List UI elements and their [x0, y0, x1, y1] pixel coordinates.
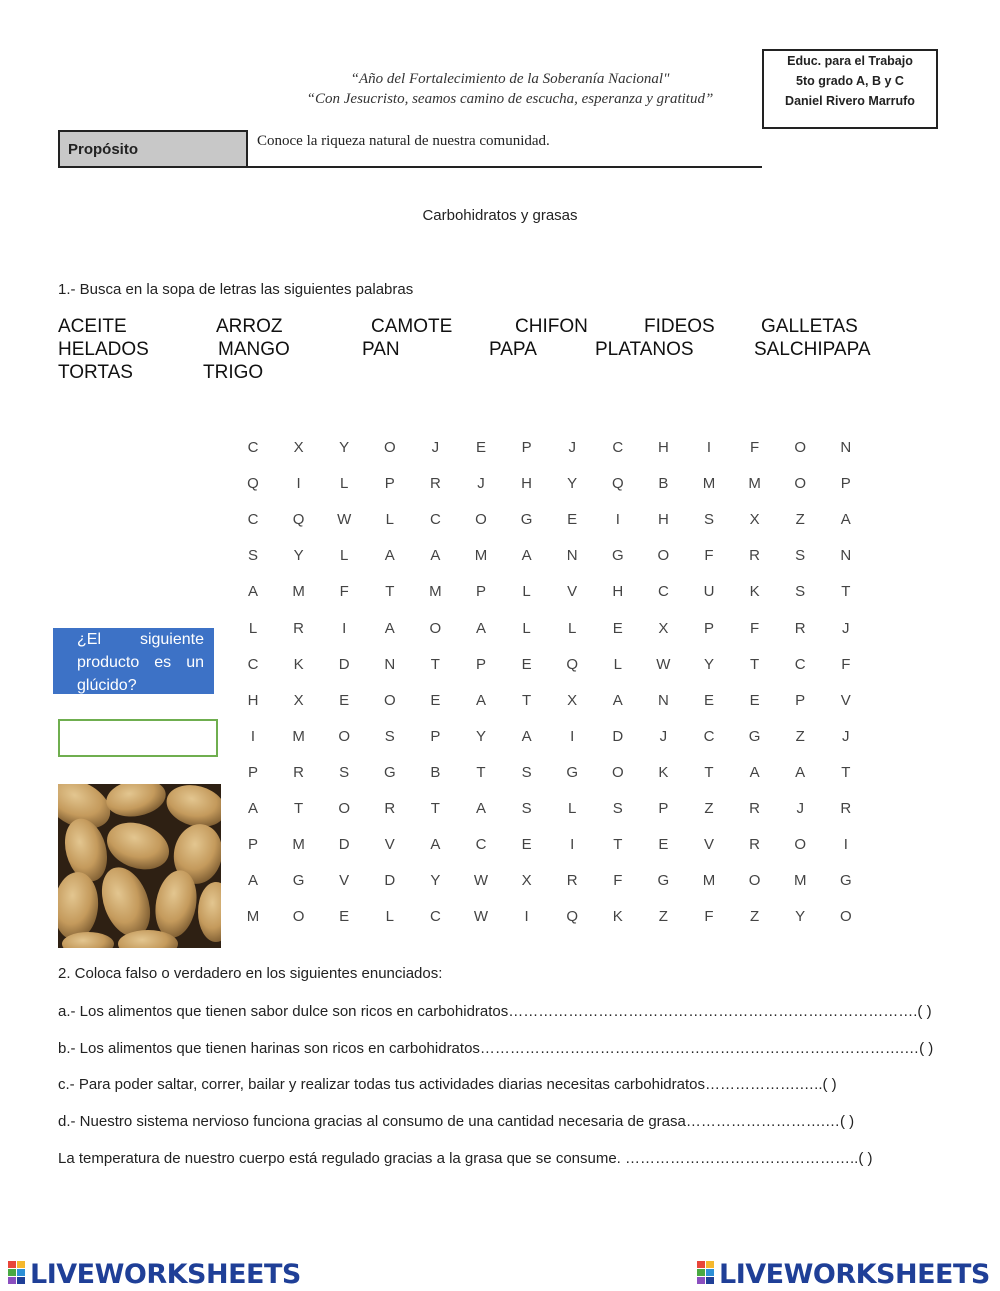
grid-letter[interactable]: G — [611, 547, 624, 565]
grid-letter[interactable]: O — [338, 800, 351, 817]
grid-letter[interactable]: A — [749, 763, 760, 781]
grid-letter[interactable]: X — [567, 691, 578, 709]
word-item: PLATANOS — [595, 339, 694, 360]
grid-letter[interactable]: E — [703, 691, 714, 709]
grid-letter[interactable]: O — [794, 439, 807, 456]
grid-letter[interactable]: M — [429, 583, 442, 601]
grid-letter[interactable]: F — [704, 547, 714, 565]
grid-letter[interactable]: O — [429, 619, 442, 637]
grid-letter[interactable]: H — [521, 475, 533, 493]
grid-letter[interactable]: M — [292, 727, 305, 745]
grid-letter[interactable]: Y — [293, 547, 304, 565]
word-item: TRIGO — [203, 362, 264, 383]
grid-letter[interactable]: B — [430, 763, 441, 781]
grid-letter[interactable]: S — [384, 727, 395, 745]
grid-letter[interactable]: P — [840, 475, 851, 493]
grid-letter[interactable]: S — [521, 763, 532, 781]
grid-letter[interactable]: C — [247, 439, 259, 456]
grid-letter[interactable]: L — [385, 908, 394, 926]
grid-letter[interactable]: K — [612, 908, 623, 926]
grid-letter[interactable]: A — [384, 619, 395, 637]
grid-letter[interactable]: S — [703, 511, 714, 529]
grid-letter[interactable]: O — [794, 475, 807, 493]
grid-letter[interactable]: X — [293, 439, 304, 456]
grid-letter[interactable]: C — [657, 583, 669, 601]
grid-letter[interactable]: F — [750, 439, 760, 456]
grid-letter[interactable]: P — [430, 727, 441, 745]
grid-letter[interactable]: T — [522, 691, 532, 709]
grid-letter[interactable]: J — [568, 439, 576, 456]
question-2-prompt: 2. Coloca falso o verdadero en los siguientes enunciados: — [58, 965, 443, 982]
grid-letter[interactable]: D — [612, 727, 624, 745]
word-item: HELADOS — [58, 339, 149, 360]
grid-letter[interactable]: L — [248, 619, 258, 637]
grid-letter[interactable]: F — [339, 583, 349, 601]
grid-letter[interactable]: L — [522, 583, 531, 601]
grid-letter[interactable]: G — [657, 872, 670, 890]
grid-letter[interactable]: E — [567, 511, 578, 529]
grid-letter[interactable]: F — [750, 619, 760, 637]
grid-letter[interactable]: P — [247, 836, 258, 854]
grid-letter[interactable]: A — [430, 836, 441, 854]
word-item: CHIFON — [515, 316, 588, 337]
grid-letter[interactable]: C — [429, 511, 441, 529]
grid-letter[interactable]: I — [296, 475, 301, 493]
grid-letter[interactable]: T — [750, 655, 760, 673]
grid-letter[interactable]: B — [658, 475, 669, 493]
grid-letter[interactable]: F — [704, 908, 714, 926]
grid-letter[interactable]: Q — [611, 475, 624, 493]
grid-letter[interactable]: I — [706, 439, 712, 456]
grid-letter[interactable]: H — [612, 583, 624, 601]
grid-letter[interactable]: I — [250, 727, 256, 745]
grid-letter[interactable]: S — [795, 583, 806, 601]
grid-letter[interactable]: N — [566, 547, 578, 565]
grid-letter[interactable]: A — [475, 800, 486, 817]
grid-letter[interactable]: E — [339, 908, 350, 926]
grid-letter[interactable]: P — [384, 475, 395, 493]
grid-letter[interactable]: E — [475, 439, 486, 456]
grid-letter[interactable]: E — [521, 836, 532, 854]
grid-letter[interactable]: H — [247, 691, 259, 709]
question-1-prompt: 1.- Busca en la sopa de letras las siguientes palabras — [58, 281, 414, 298]
grid-letter[interactable]: O — [611, 763, 624, 781]
grid-letter[interactable]: A — [475, 691, 486, 709]
grid-letter[interactable]: R — [293, 619, 305, 637]
grid-letter[interactable]: T — [841, 583, 851, 601]
grid-letter[interactable]: E — [749, 691, 760, 709]
statement-c[interactable]: c.- Para poder saltar, correr, bailar y realizar todas tus actividades diarias necesitas carbohidratos……………….…..( ) — [58, 1076, 837, 1093]
grid-letter[interactable]: X — [293, 691, 304, 709]
grid-letter[interactable]: E — [612, 619, 623, 637]
statement-e[interactable]: La temperatura de nuestro cuerpo está regulado gracias a la grasa que se consume. ………………………………………..( ) — [58, 1150, 873, 1167]
grid-letter[interactable]: T — [430, 655, 440, 673]
potatoes-image — [58, 784, 221, 948]
grid-letter[interactable]: T — [385, 583, 395, 601]
side-answer-input[interactable] — [58, 719, 218, 757]
statement-a[interactable]: a.- Los alimentos que tienen sabor dulce son ricos en carbohidratos……………………………………………………………………….( ) — [58, 1003, 932, 1020]
grid-letter[interactable]: L — [568, 619, 577, 637]
grid-letter[interactable]: T — [704, 763, 714, 781]
grid-letter[interactable]: P — [795, 691, 806, 709]
grid-letter[interactable]: P — [658, 800, 669, 817]
grid-letter[interactable]: O — [292, 908, 305, 926]
grid-letter[interactable]: H — [657, 511, 669, 529]
grid-letter[interactable]: L — [340, 547, 349, 565]
grid-letter[interactable]: C — [612, 439, 624, 456]
grid-letter[interactable]: L — [385, 511, 394, 529]
grid-letter[interactable]: Z — [704, 800, 714, 817]
grid-letter[interactable]: I — [570, 727, 575, 745]
grid-letter[interactable]: C — [429, 908, 441, 926]
grid-letter[interactable]: M — [292, 583, 305, 601]
grid-letter[interactable]: G — [839, 872, 852, 890]
grid-letter[interactable]: Z — [795, 511, 805, 529]
grid-letter[interactable]: R — [293, 763, 305, 781]
word-item: GALLETAS — [761, 316, 858, 337]
grid-letter[interactable]: N — [384, 655, 396, 673]
grid-letter[interactable]: E — [521, 655, 532, 673]
grid-letter[interactable]: X — [749, 511, 760, 529]
word-item: FIDEOS — [644, 316, 715, 337]
grid-letter[interactable]: O — [794, 836, 807, 854]
grid-letter[interactable]: R — [749, 547, 761, 565]
grid-letter[interactable]: J — [659, 727, 668, 745]
grid-letter[interactable]: I — [615, 511, 620, 529]
grid-letter[interactable]: M — [793, 872, 807, 890]
word-item: ARROZ — [216, 316, 283, 337]
grid-letter[interactable]: R — [749, 800, 761, 817]
liveworksheets-logo-right — [697, 1259, 990, 1290]
grid-letter[interactable]: P — [703, 619, 714, 637]
grid-letter[interactable]: A — [521, 547, 532, 565]
grid-letter[interactable]: E — [658, 836, 669, 854]
motto-line-2: “Con Jesucristo, seamos camino de escucha, esperanza y gratitud” — [306, 91, 714, 107]
grid-letter[interactable]: O — [383, 691, 396, 709]
grid-letter[interactable]: W — [337, 511, 352, 529]
word-item: ACEITE — [58, 316, 127, 337]
grid-letter[interactable]: P — [475, 583, 486, 601]
purpose-underline — [248, 166, 762, 168]
grid-letter[interactable]: J — [477, 475, 485, 493]
grid-letter[interactable]: E — [430, 691, 441, 709]
grid-letter[interactable]: A — [612, 691, 623, 709]
grid-letter[interactable]: Y — [795, 908, 806, 926]
grid-letter[interactable]: C — [794, 655, 806, 673]
grid-letter[interactable]: A — [247, 872, 258, 890]
grid-letter[interactable]: J — [842, 727, 850, 745]
grid-letter[interactable]: J — [796, 800, 804, 817]
grid-letter[interactable]: M — [474, 547, 488, 565]
grid-letter[interactable]: I — [342, 619, 347, 637]
grid-letter[interactable]: Y — [339, 439, 350, 456]
grid-letter[interactable]: C — [247, 655, 259, 673]
grid-letter[interactable]: N — [840, 547, 852, 565]
grid-letter[interactable]: R — [749, 836, 761, 854]
grid-letter[interactable]: V — [840, 691, 851, 709]
grid-letter[interactable]: W — [656, 655, 671, 673]
grid-letter[interactable]: I — [524, 908, 529, 926]
grid-letter[interactable]: P — [475, 655, 486, 673]
grid-letter[interactable]: Q — [292, 511, 305, 529]
teacher-name: Daniel Rivero Marrufo — [785, 94, 915, 108]
course-name: Educ. para el Trabajo — [787, 54, 913, 68]
grid-letter[interactable]: I — [570, 836, 575, 854]
grid-letter[interactable]: E — [339, 691, 350, 709]
grid-letter[interactable]: O — [383, 439, 396, 456]
grid-letter[interactable]: D — [338, 836, 350, 854]
grid-letter[interactable]: D — [384, 872, 396, 890]
side-question-box: ¿El siguiente producto es un glúcido? — [53, 628, 214, 694]
grid-letter[interactable]: R — [384, 800, 396, 817]
grid-letter[interactable]: Y — [567, 475, 578, 493]
grid-letter[interactable]: Q — [566, 908, 579, 926]
word-item: SALCHIPAPA — [754, 339, 871, 360]
grid-letter[interactable]: Q — [247, 475, 259, 493]
purpose-text: Conoce la riqueza natural de nuestra comunidad. — [257, 133, 550, 149]
grid-letter[interactable]: C — [475, 836, 487, 854]
grid-letter[interactable]: T — [841, 763, 851, 781]
grid-letter[interactable]: T — [294, 800, 304, 817]
grid-letter[interactable]: L — [568, 800, 577, 817]
grid-letter[interactable]: C — [703, 727, 715, 745]
purpose-label: Propósito — [58, 130, 248, 168]
grid-letter[interactable]: S — [247, 547, 258, 565]
grid-letter[interactable]: X — [521, 872, 532, 890]
grid-letter[interactable]: A — [247, 800, 258, 817]
statement-d[interactable]: d.- Nuestro sistema nervioso funciona gracias al consumo de una cantidad necesaria de grasa……………………….…( ) — [58, 1113, 855, 1130]
liveworksheets-logo-left — [8, 1259, 301, 1290]
grid-letter[interactable]: G — [383, 763, 396, 781]
grid-letter[interactable]: H — [657, 439, 669, 456]
grid-letter[interactable]: O — [657, 547, 670, 565]
grid-letter[interactable]: J — [431, 439, 440, 456]
grid-letter[interactable]: A — [840, 511, 851, 529]
grid-letter[interactable]: V — [567, 583, 578, 601]
grid-letter[interactable]: A — [430, 547, 441, 565]
grid-letter[interactable]: C — [247, 511, 259, 529]
grid-letter[interactable]: J — [842, 619, 850, 637]
grid-letter[interactable]: N — [840, 439, 852, 456]
grid-letter[interactable]: G — [292, 872, 305, 890]
grid-letter[interactable]: Q — [566, 655, 579, 673]
logo-text: LIVEWORKSHEETS — [30, 1259, 301, 1290]
grid-letter[interactable]: S — [521, 800, 532, 817]
grid-letter[interactable]: R — [429, 475, 441, 493]
grid-letter[interactable]: R — [840, 800, 852, 817]
grid-letter[interactable]: V — [339, 872, 350, 890]
grid-letter[interactable]: V — [703, 836, 714, 854]
grid-letter[interactable]: G — [748, 727, 761, 745]
grid-letter[interactable]: M — [246, 908, 260, 926]
word-item: TORTAS — [58, 362, 133, 383]
grid-letter[interactable]: M — [702, 872, 716, 890]
grid-letter[interactable]: K — [293, 655, 304, 673]
grid-letter[interactable]: S — [795, 547, 806, 565]
grid-letter[interactable]: G — [566, 763, 579, 781]
grid-letter[interactable]: P — [521, 439, 532, 456]
grid-letter[interactable]: Y — [430, 872, 441, 890]
grid-letter[interactable]: L — [340, 475, 349, 493]
grid-letter[interactable]: A — [521, 727, 532, 745]
grid-letter[interactable]: Z — [795, 727, 805, 745]
grid-letter[interactable]: D — [338, 655, 350, 673]
grid-letter[interactable]: Z — [658, 908, 668, 926]
motto-line-1: “Año del Fortalecimiento de la Soberanía Nacional" — [350, 71, 670, 87]
logo-text: LIVEWORKSHEETS — [719, 1259, 990, 1290]
grid-letter[interactable]: O — [839, 908, 852, 926]
grid-letter[interactable]: P — [247, 763, 258, 781]
grade-label: 5to grado A, B y C — [796, 74, 904, 88]
word-item: MANGO — [218, 339, 290, 360]
grid-letter[interactable]: Z — [750, 908, 760, 926]
grid-letter[interactable]: I — [843, 836, 848, 854]
grid-letter[interactable]: R — [566, 872, 578, 890]
liveworksheets-mark-icon — [697, 1261, 715, 1285]
word-item: CAMOTE — [371, 316, 453, 337]
grid-letter[interactable]: K — [658, 763, 669, 781]
grid-letter[interactable]: L — [613, 655, 622, 673]
grid-letter[interactable]: R — [794, 619, 806, 637]
statement-b[interactable]: b.- Los alimentos que tienen harinas son ricos en carbohidratos………………………………………………………………………….…( ) — [58, 1040, 934, 1057]
grid-letter[interactable]: G — [520, 511, 533, 529]
grid-letter[interactable]: T — [613, 836, 623, 854]
grid-letter[interactable]: M — [292, 836, 305, 854]
grid-letter[interactable]: W — [473, 908, 489, 926]
grid-letter[interactable]: X — [658, 619, 669, 637]
grid-letter[interactable]: N — [657, 691, 669, 709]
grid-letter[interactable]: O — [338, 727, 351, 745]
grid-letter[interactable]: Y — [703, 655, 714, 673]
grid-letter[interactable]: V — [384, 836, 395, 854]
grid-letter[interactable]: U — [703, 583, 715, 601]
grid-letter[interactable]: M — [702, 475, 716, 493]
grid-letter[interactable]: L — [522, 619, 531, 637]
grid-letter[interactable]: M — [748, 475, 761, 493]
grid-letter[interactable]: T — [430, 800, 440, 817]
grid-letter[interactable]: O — [475, 511, 487, 529]
grid-letter[interactable]: A — [475, 619, 486, 637]
grid-letter[interactable]: O — [748, 872, 761, 890]
grid-letter[interactable]: A — [247, 583, 258, 601]
grid-letter[interactable]: F — [613, 872, 623, 890]
grid-letter[interactable]: W — [473, 872, 489, 890]
word-item: PAPA — [489, 339, 537, 360]
grid-letter[interactable]: A — [384, 547, 395, 565]
grid-letter[interactable]: S — [339, 763, 350, 781]
grid-letter[interactable]: T — [476, 763, 486, 781]
school-info-box — [762, 49, 938, 129]
grid-letter[interactable]: A — [795, 763, 806, 781]
grid-letter[interactable]: F — [841, 655, 851, 673]
word-item: PAN — [362, 339, 400, 360]
grid-letter[interactable]: K — [749, 583, 760, 601]
liveworksheets-mark-icon — [8, 1261, 26, 1285]
grid-letter[interactable]: Y — [475, 727, 486, 745]
worksheet-title: Carbohidratos y grasas — [422, 207, 578, 224]
grid-letter[interactable]: S — [612, 800, 623, 817]
